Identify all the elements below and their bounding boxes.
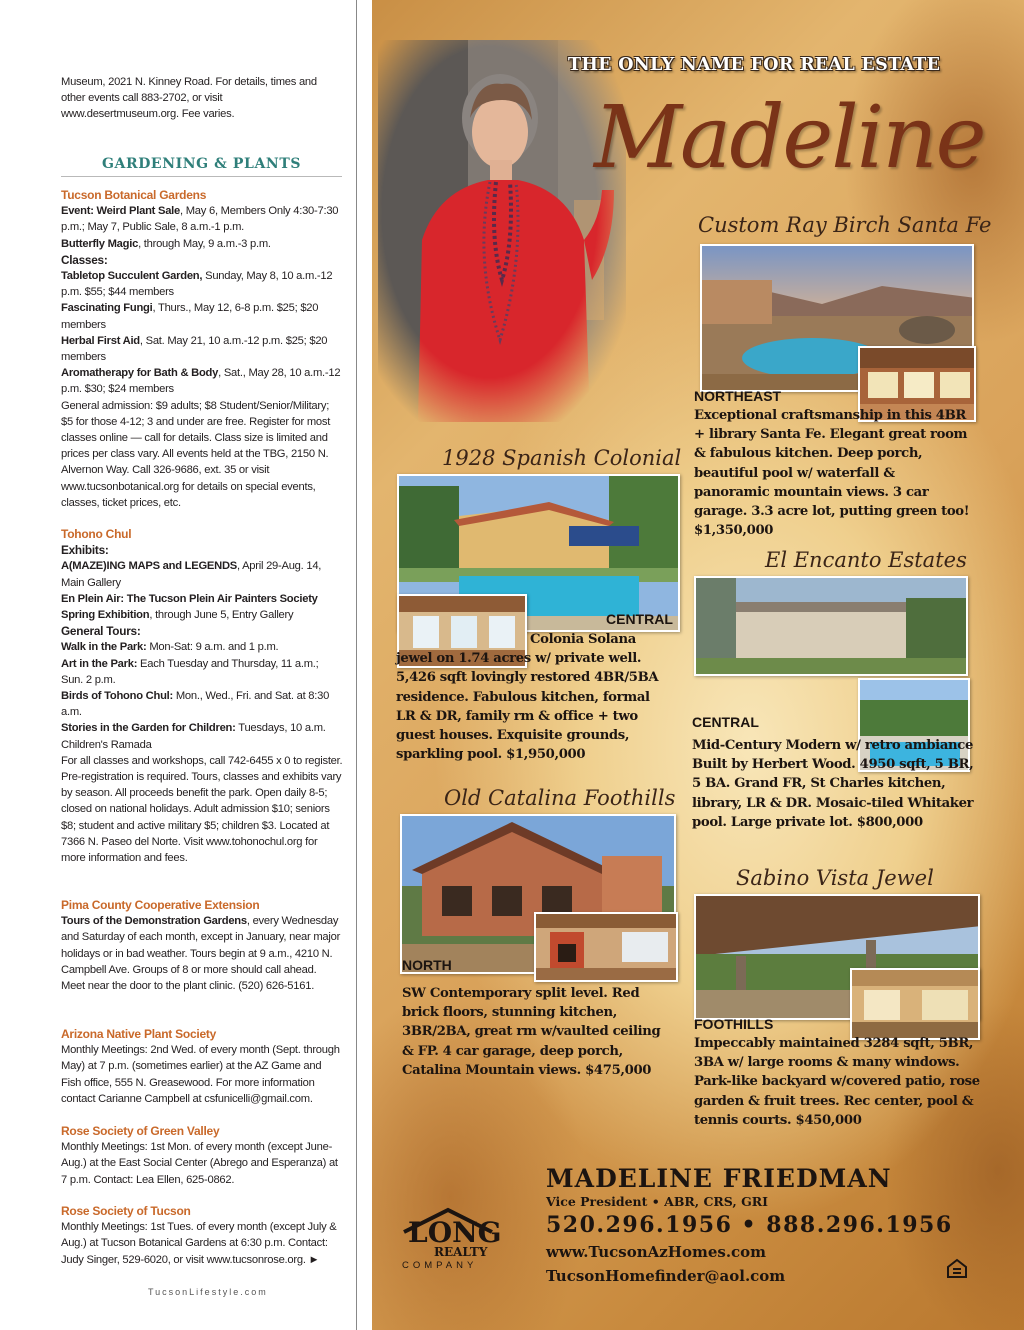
agent-title: Vice President • ABR, CRS, GRI — [546, 1194, 769, 1209]
tour-detail: Tuesdays, 10 a.m. Children's Ramada — [61, 722, 326, 751]
logo-wordmark: LONG — [408, 1216, 502, 1249]
tour-name: Stories in the Garden for Children: — [61, 722, 236, 735]
listing-title: 1928 Spanish Colonial — [442, 446, 682, 470]
subheading: Classes: — [61, 252, 108, 267]
class-name: Aromatherapy for Bath & Body — [61, 367, 219, 380]
class-name: Tabletop Succulent Garden, — [61, 270, 203, 283]
listing-tucson-botanical — [61, 187, 343, 511]
exhibit-name: En Plein Air: The Tucson Plein Air Painters Society Spring Exhibition — [61, 592, 318, 622]
agent-name: MADELINE FRIEDMAN — [546, 1164, 892, 1193]
section-heading: GARDENING & PLANTS — [101, 156, 302, 172]
page-folio: TucsonLifestyle.com — [148, 1287, 268, 1297]
agent-photo — [378, 40, 626, 422]
event-name: Event: Weird Plant Sale — [61, 205, 181, 218]
general-info: General admission: $9 adults; $8 Student/Senior/Military; $5 for those 4-12; 3 and under are free. Register for most classes online — call for details. Class size is limited and prices per class vary. All events held at the TBG, 2150 N. Alvernon Way. Call 326-9686, ext. 35 or visit www.tucsonbotanical.org for details on special events, classes, ticket prices, etc. — [61, 399, 331, 509]
tour-detail: Mon-Sat: 9 a.m. and 1 p.m. — [146, 641, 279, 654]
continue-arrow-icon: ► — [305, 1253, 320, 1266]
listing-pima-extension — [61, 897, 343, 994]
listing-photo-exterior — [694, 576, 968, 676]
tour-name: Art in the Park: — [61, 657, 138, 670]
general-info: For all classes and workshops, call 742-6455 x 0 to register. Pre-registration is required. Tours, classes and exhibits vary by season. All proceeds benefit the park. Open daily 8-5; closed on national holidays. Adult admission $10; seniors $8; student and active military $5; children $3. Located at 7366 N. Paseo del Norte. Visit www.tohonochul.org for more information and fees. — [61, 754, 343, 865]
listing-native-plant-society — [61, 1026, 343, 1107]
agent-email-link[interactable]: TucsonHomefinder@aol.com — [546, 1267, 786, 1285]
org-name: Pima County Cooperative Extension — [61, 898, 260, 912]
subheading: Exhibits: — [61, 543, 109, 558]
org-name: Arizona Native Plant Society — [61, 1027, 217, 1041]
intro-text: Museum, 2021 N. Kinney Road. For details, times and other events call 883-2702, or visit www.desertmuseum.org. Fee varies. — [61, 76, 317, 121]
org-name: Tohono Chul — [61, 527, 132, 541]
listing-description: Colonia Solana jewel on 1.74 acres w/ private well. 5,426 sqft lovingly restored 4BR/5BA residence. Fabulous kitchen, formal LR & DR, family rm & office + two guest houses. Exquisite grounds, sparkling pool. $1,950,000 — [396, 632, 659, 763]
agent-script-name: Madeline — [594, 88, 985, 188]
agent-website-link[interactable]: www.TucsonAzHomes.com — [546, 1243, 767, 1261]
tour-name: Birds of Tohono Chul: — [61, 690, 173, 703]
class-detail: , Sat., May 28, 10 a.m.-12 p.m. $30; $24 members — [61, 367, 341, 396]
exhibit-name: A(MAZE)ING MAPS and LEGENDS — [61, 560, 237, 573]
listing-title: Old Catalina Foothills — [444, 786, 676, 810]
equal-housing-icon — [946, 1258, 968, 1278]
listing-region: CENTRAL — [606, 611, 673, 627]
listing-photo-interior — [850, 968, 980, 1040]
logo-company: COMPANY — [402, 1260, 478, 1271]
event-detail: , May 6, Members Only 4:30-7:30 p.m.; May 7, Public Sale, 8 a.m.-1 p.m. — [61, 205, 339, 234]
listing-description: Mid-Century Modern w/ retro ambiance Built by Herbert Wood. 4950 sqft, 5 BR, 5 BA. Grand FR, St Charles kitchen, library, LR & DR. Mosaic-tiled Whitaker pool. Large private lot. $800,000 — [692, 738, 974, 830]
event-name: Tours of the Demonstration Gardens — [61, 915, 247, 928]
class-name: Fascinating Fungi — [61, 302, 153, 315]
listing-description: Exceptional craftsmanship in this 4BR + library Santa Fe. Elegant great room & fabulous kitchen. Deep porch, beautiful pool w/ waterfall & panoramic mountain views. 3 car garage. 3.3 acre lot, putting green too! $1,350,000 — [694, 408, 970, 539]
listing-rose-green-valley — [61, 1123, 343, 1188]
class-name: Herbal First Aid — [61, 334, 140, 347]
event-detail: , every Wednesday and Saturday of each month, except in January, near major holidays or in bad weather. Tours begin at 9 a.m., 4210 N. Campbell Ave. Groups of 8 or more should call ahead. Meet near the door to the plant clinic. (520) 626-5161. — [61, 915, 341, 993]
ad-tagline: THE ONLY NAME FOR REAL ESTATE — [568, 55, 941, 75]
meeting-info: Monthly Meetings: 1st Tues. of every month (except July & Aug.) at Tucson Botanical Gardens at 6:30 p.m. Contact: Judy Singer, 529-6020, or visit www.tucsonrose.org. — [61, 1221, 337, 1266]
listing-photo-interior — [534, 912, 678, 982]
exhibit-detail: , through June 5, Entry Gallery — [149, 609, 294, 622]
section-divider — [61, 176, 342, 177]
listing-description: Impeccably maintained 3284 sqft, 5BR, 3BA w/ large rooms & many windows. Park-like backyard w/covered patio, rose garden & fruit trees. Rec center, pool & tennis courts. $450,000 — [694, 1036, 980, 1128]
event-detail: , through May, 9 a.m.-3 p.m. — [138, 237, 271, 250]
class-detail: Sunday, May 8, 10 a.m.-12 p.m. $55; $44 members — [61, 270, 333, 299]
event-name: Butterfly Magic — [61, 237, 139, 250]
listing-title: Custom Ray Birch Santa Fe — [698, 213, 992, 237]
long-realty-logo — [400, 1202, 510, 1272]
org-name: Tucson Botanical Gardens — [61, 188, 207, 202]
real-estate-ad — [372, 0, 1024, 1330]
exhibit-detail: , April 29-Aug. 14, Main Gallery — [61, 560, 322, 589]
listing-region: NORTHEAST — [694, 388, 782, 404]
org-name: Rose Society of Tucson — [61, 1204, 191, 1218]
subheading: General Tours: — [61, 624, 141, 639]
logo-realty: REALTY — [434, 1245, 488, 1259]
org-name: Rose Society of Green Valley — [61, 1124, 220, 1138]
events-column — [0, 0, 358, 1330]
listing-region: FOOTHILLS — [694, 1016, 774, 1032]
listing-title: Sabino Vista Jewel — [736, 866, 934, 890]
class-detail: , Sat. May 21, 10 a.m.-12 p.m. $25; $20 members — [61, 334, 328, 364]
tour-name: Walk in the Park: — [61, 641, 147, 654]
listing-title: El Encanto Estates — [765, 548, 967, 572]
meeting-info: Monthly Meetings: 1st Mon. of every month (except June-Aug.) at the East Social Center (Abrego and Esperanza) at 7 p.m. Contact: Lea Ellen, 625-0862. — [61, 1141, 338, 1186]
tour-detail: Mon., Wed., Fri. and Sat. at 8:30 a.m. — [61, 690, 330, 719]
listing-tohono-chul — [61, 526, 343, 866]
listing-region: NORTH — [402, 957, 452, 973]
class-detail: , Thurs., May 12, 6-8 p.m. $25; $20 members — [61, 302, 319, 331]
agent-phones: 520.296.1956 • 888.296.1956 — [546, 1212, 953, 1238]
column-divider — [356, 0, 357, 1330]
listing-rose-tucson — [61, 1203, 343, 1268]
tour-detail: Each Tuesday and Thursday, 11 a.m.; Sun. 2 p.m. — [61, 657, 319, 686]
listing-description: SW Contemporary split level. Red brick floors, stunning kitchen, 3BR/2BA, great rm w/vaulted ceiling & FP. 4 car garage, deep porch, Catalina Mountain views. $475,000 — [402, 986, 661, 1078]
meeting-info: Monthly Meetings: 2nd Wed. of every month (Sept. through May) at 7 p.m. (sometimes earlier) at the AZ Game and Fish office, 555 N. Greasewood. For more information contact Carianne Campbell at csfunicelli@gmail.com. — [61, 1044, 340, 1105]
listing-region: CENTRAL — [692, 714, 759, 730]
